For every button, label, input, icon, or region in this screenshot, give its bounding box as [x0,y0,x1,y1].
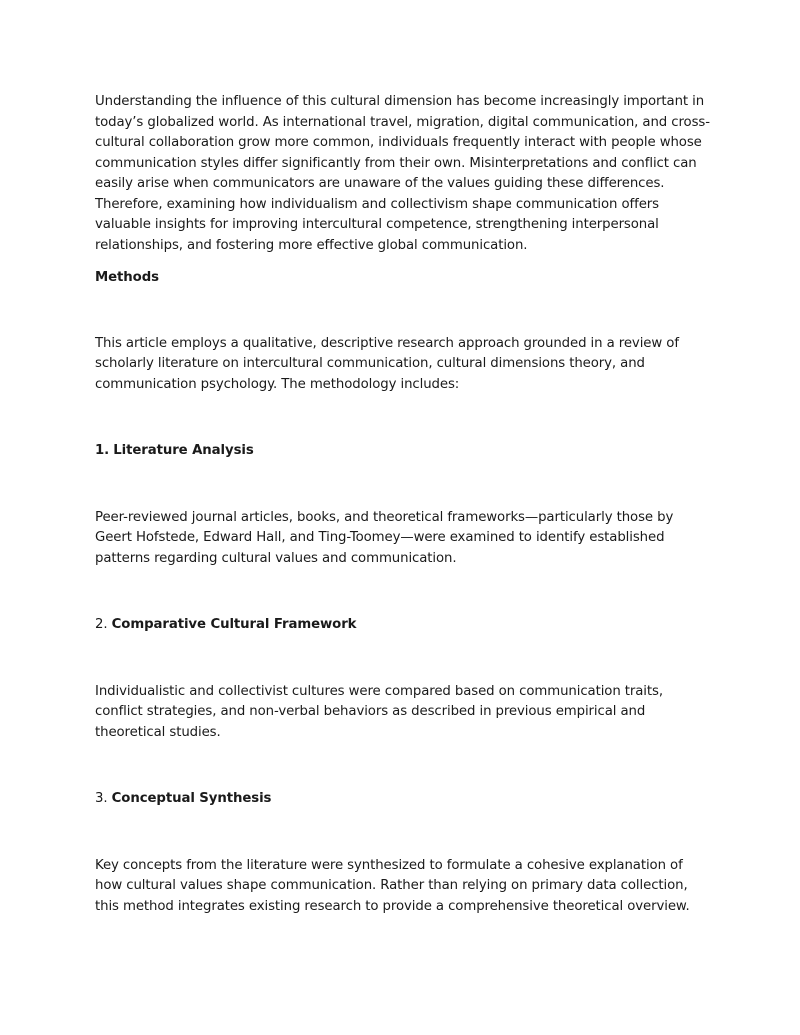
intro-paragraph: Understanding the influence of this cultural dimension has become increasingly important in today’s globalized world. As international travel, migration, digital communication, and cross-cultural collaboration grow more common, individuals frequently interact with people whose communication styles differ significantly from their own. Misinterpretations and conflict can easily arise when communicators are unaware of the values guiding these differences. Therefore, examining how individualism and collectivism shape communication offers valuable insights for improving intercultural competence, strengthening interpersonal relationships, and fostering more effective global communication. [95,94,710,253]
section-2-number: 2. [95,617,108,632]
methods-intro-paragraph: This article employs a qualitative, descriptive research approach grounded in a review of scholarly literature on intercultural communication, cultural dimensions theory, and communication psychology. The methodology includes: [95,335,679,392]
section-2-heading [95,615,710,636]
section-2-title: Comparative Cultural Framework [111,617,357,632]
section-3-title: Conceptual Synthesis [111,791,272,806]
methods-heading: Methods [95,270,159,285]
section-1-title: Literature Analysis [113,443,254,458]
section-1-number: 1. [95,443,110,458]
document-page [95,92,710,963]
section-1-body: Peer-reviewed journal articles, books, and theoretical frameworks—particularly those by Geert Hofstede, Edward Hall, and Ting-Toomey—were examined to identify established patterns regarding cultural values and communication. [95,509,674,566]
section-3-body: Key concepts from the literature were synthesized to formulate a cohesive explanation of how cultural values shape communication. Rather than relying on primary data collection, this method integrates existing research to provide a comprehensive theoretical overview. [95,857,690,914]
section-1-heading [95,441,710,462]
section-2-body: Individualistic and collectivist cultures were compared based on communication traits, conflict strategies, and non-verbal behaviors as described in previous empirical and theoretical studies. [95,683,663,740]
section-3-heading [95,789,710,810]
section-3-number: 3. [95,791,108,806]
